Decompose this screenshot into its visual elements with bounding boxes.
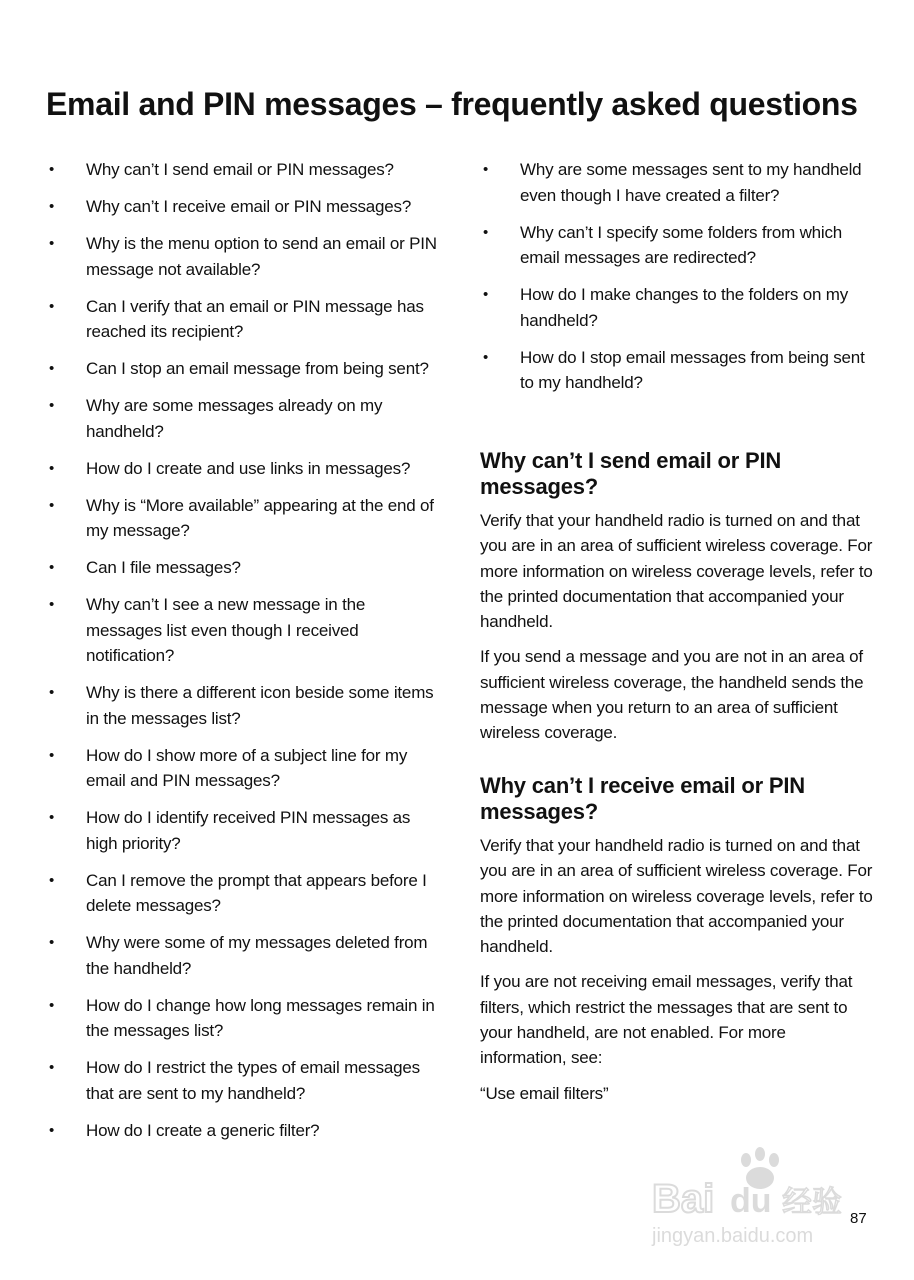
faq-item-text: How do I stop email messages from being sent to my handheld? [520,347,865,392]
faq-item[interactable] [46,743,441,794]
bullet-icon: • [49,459,55,477]
faq-item-text: Why is the menu option to send an email or PIN message not available? [86,234,437,279]
faq-item-text: Can I verify that an email or PIN message has reached its recipient? [86,296,424,341]
bullet-icon: • [49,559,55,576]
faq-item-text: Why are some messages already on my handheld? [86,396,383,441]
bullet-icon: • [49,161,55,178]
page-title: Email and PIN messages – frequently asked questions [46,86,858,122]
faq-item[interactable] [46,993,441,1044]
faq-item[interactable] [46,805,441,856]
bullet-icon: • [483,286,489,303]
section-receive [480,773,874,1116]
section-paragraph: If you are not receiving email messages, verify that filters, which restrict the messages that are sent to your handheld, are not enabled. For more information, see: [480,972,853,1068]
faq-item[interactable] [480,345,875,396]
page-number: 87 [850,1210,867,1227]
svg-text:du: du [730,1182,772,1220]
bullet-icon: • [49,746,55,764]
cross-reference-link[interactable]: “Use email filters” [480,1083,609,1103]
faq-item[interactable] [46,555,441,581]
faq-item[interactable] [46,456,441,482]
faq-item-text: Why can’t I receive email or PIN messages? [86,197,412,216]
faq-item[interactable] [46,1118,441,1144]
bullet-icon: • [49,596,55,613]
bullet-icon: • [49,235,55,252]
faq-item[interactable] [46,231,441,282]
faq-item-text: How do I make changes to the folders on my handheld? [520,285,848,330]
faq-item-text: Why can’t I see a new message in the messages list even though I received notification? [86,595,366,665]
bullet-icon: • [49,809,55,826]
faq-item[interactable] [46,194,441,220]
faq-item-text: Why were some of my messages deleted from the handheld? [86,933,428,978]
faq-item[interactable] [46,868,441,919]
baidu-watermark-logo [648,1140,868,1250]
faq-item-text: Can I remove the prompt that appears before I delete messages? [86,870,427,915]
faq-item[interactable] [480,157,875,208]
faq-item-text: Can I file messages? [86,558,241,577]
faq-item-text: How do I change how long messages remain in the messages list? [86,995,435,1040]
bullet-icon: • [49,996,55,1014]
faq-item[interactable] [46,493,441,544]
bullet-icon: • [49,397,55,414]
faq-item-text: How do I identify received PIN messages as high priority? [86,808,411,853]
faq-item[interactable] [46,680,441,731]
bullet-icon: • [49,496,55,514]
faq-item[interactable] [46,592,441,669]
svg-text:jingyan.baidu.com: jingyan.baidu.com [652,1225,814,1247]
bullet-icon: • [49,934,55,951]
faq-item-text: Why is there a different icon beside some items in the messages list? [86,683,434,728]
section-heading: Why can’t I receive email or PIN messages? [480,773,805,824]
faq-item-text: How do I create and use links in messages? [86,458,411,478]
bullet-icon: • [49,684,55,701]
bullet-icon: • [49,1059,55,1076]
faq-item[interactable] [480,282,875,333]
bullet-icon: • [483,161,489,178]
bullet-icon: • [49,871,55,889]
faq-item-text: How do I show more of a subject line for my email and PIN messages? [86,745,408,790]
faq-item-text: How do I restrict the types of email messages that are sent to my handheld? [86,1058,420,1103]
faq-item-text: Why can’t I send email or PIN messages? [86,160,394,179]
faq-item[interactable] [46,294,441,345]
faq-list-left [46,157,441,1155]
section-send [480,448,874,756]
faq-item-text: How do I create a generic filter? [86,1120,320,1140]
bullet-icon: • [483,223,489,241]
svg-text:Bai: Bai [652,1177,715,1221]
faq-item[interactable] [480,220,875,271]
svg-text:经验: 经验 [782,1185,842,1220]
faq-list-right [480,157,875,407]
bullet-icon: • [49,360,55,377]
faq-item[interactable] [46,157,441,183]
faq-item-text: Why is “More available” appearing at the end of my message? [86,495,434,540]
section-paragraph: Verify that your handheld radio is turned on and that you are in an area of sufficient wireless coverage. For more information on wireless coverage levels, refer to the printed documentation that accompanied your handheld. [480,836,873,957]
bullet-icon: • [49,198,55,215]
section-paragraph: Verify that your handheld radio is turned on and that you are in an area of sufficient wireless coverage. For more information on wireless coverage levels, refer to the printed documentation that accompanied your handheld. [480,511,873,632]
faq-item[interactable] [46,393,441,444]
bullet-icon: • [49,297,55,315]
faq-item[interactable] [46,356,441,382]
section-paragraph: If you send a message and you are not in an area of sufficient wireless coverage, the handheld sends the message when you return to an area of sufficient wireless coverage. [480,647,864,743]
section-heading: Why can’t I send email or PIN messages? [480,448,782,499]
faq-item-text: Why can’t I specify some folders from which email messages are redirected? [520,222,843,267]
faq-item-text: Why are some messages sent to my handheld even though I have created a filter? [520,160,862,205]
faq-item[interactable] [46,1055,441,1106]
bullet-icon: • [483,348,489,366]
bullet-icon: • [49,1121,55,1139]
faq-item-text: Can I stop an email message from being sent? [86,359,429,378]
faq-item[interactable] [46,930,441,981]
